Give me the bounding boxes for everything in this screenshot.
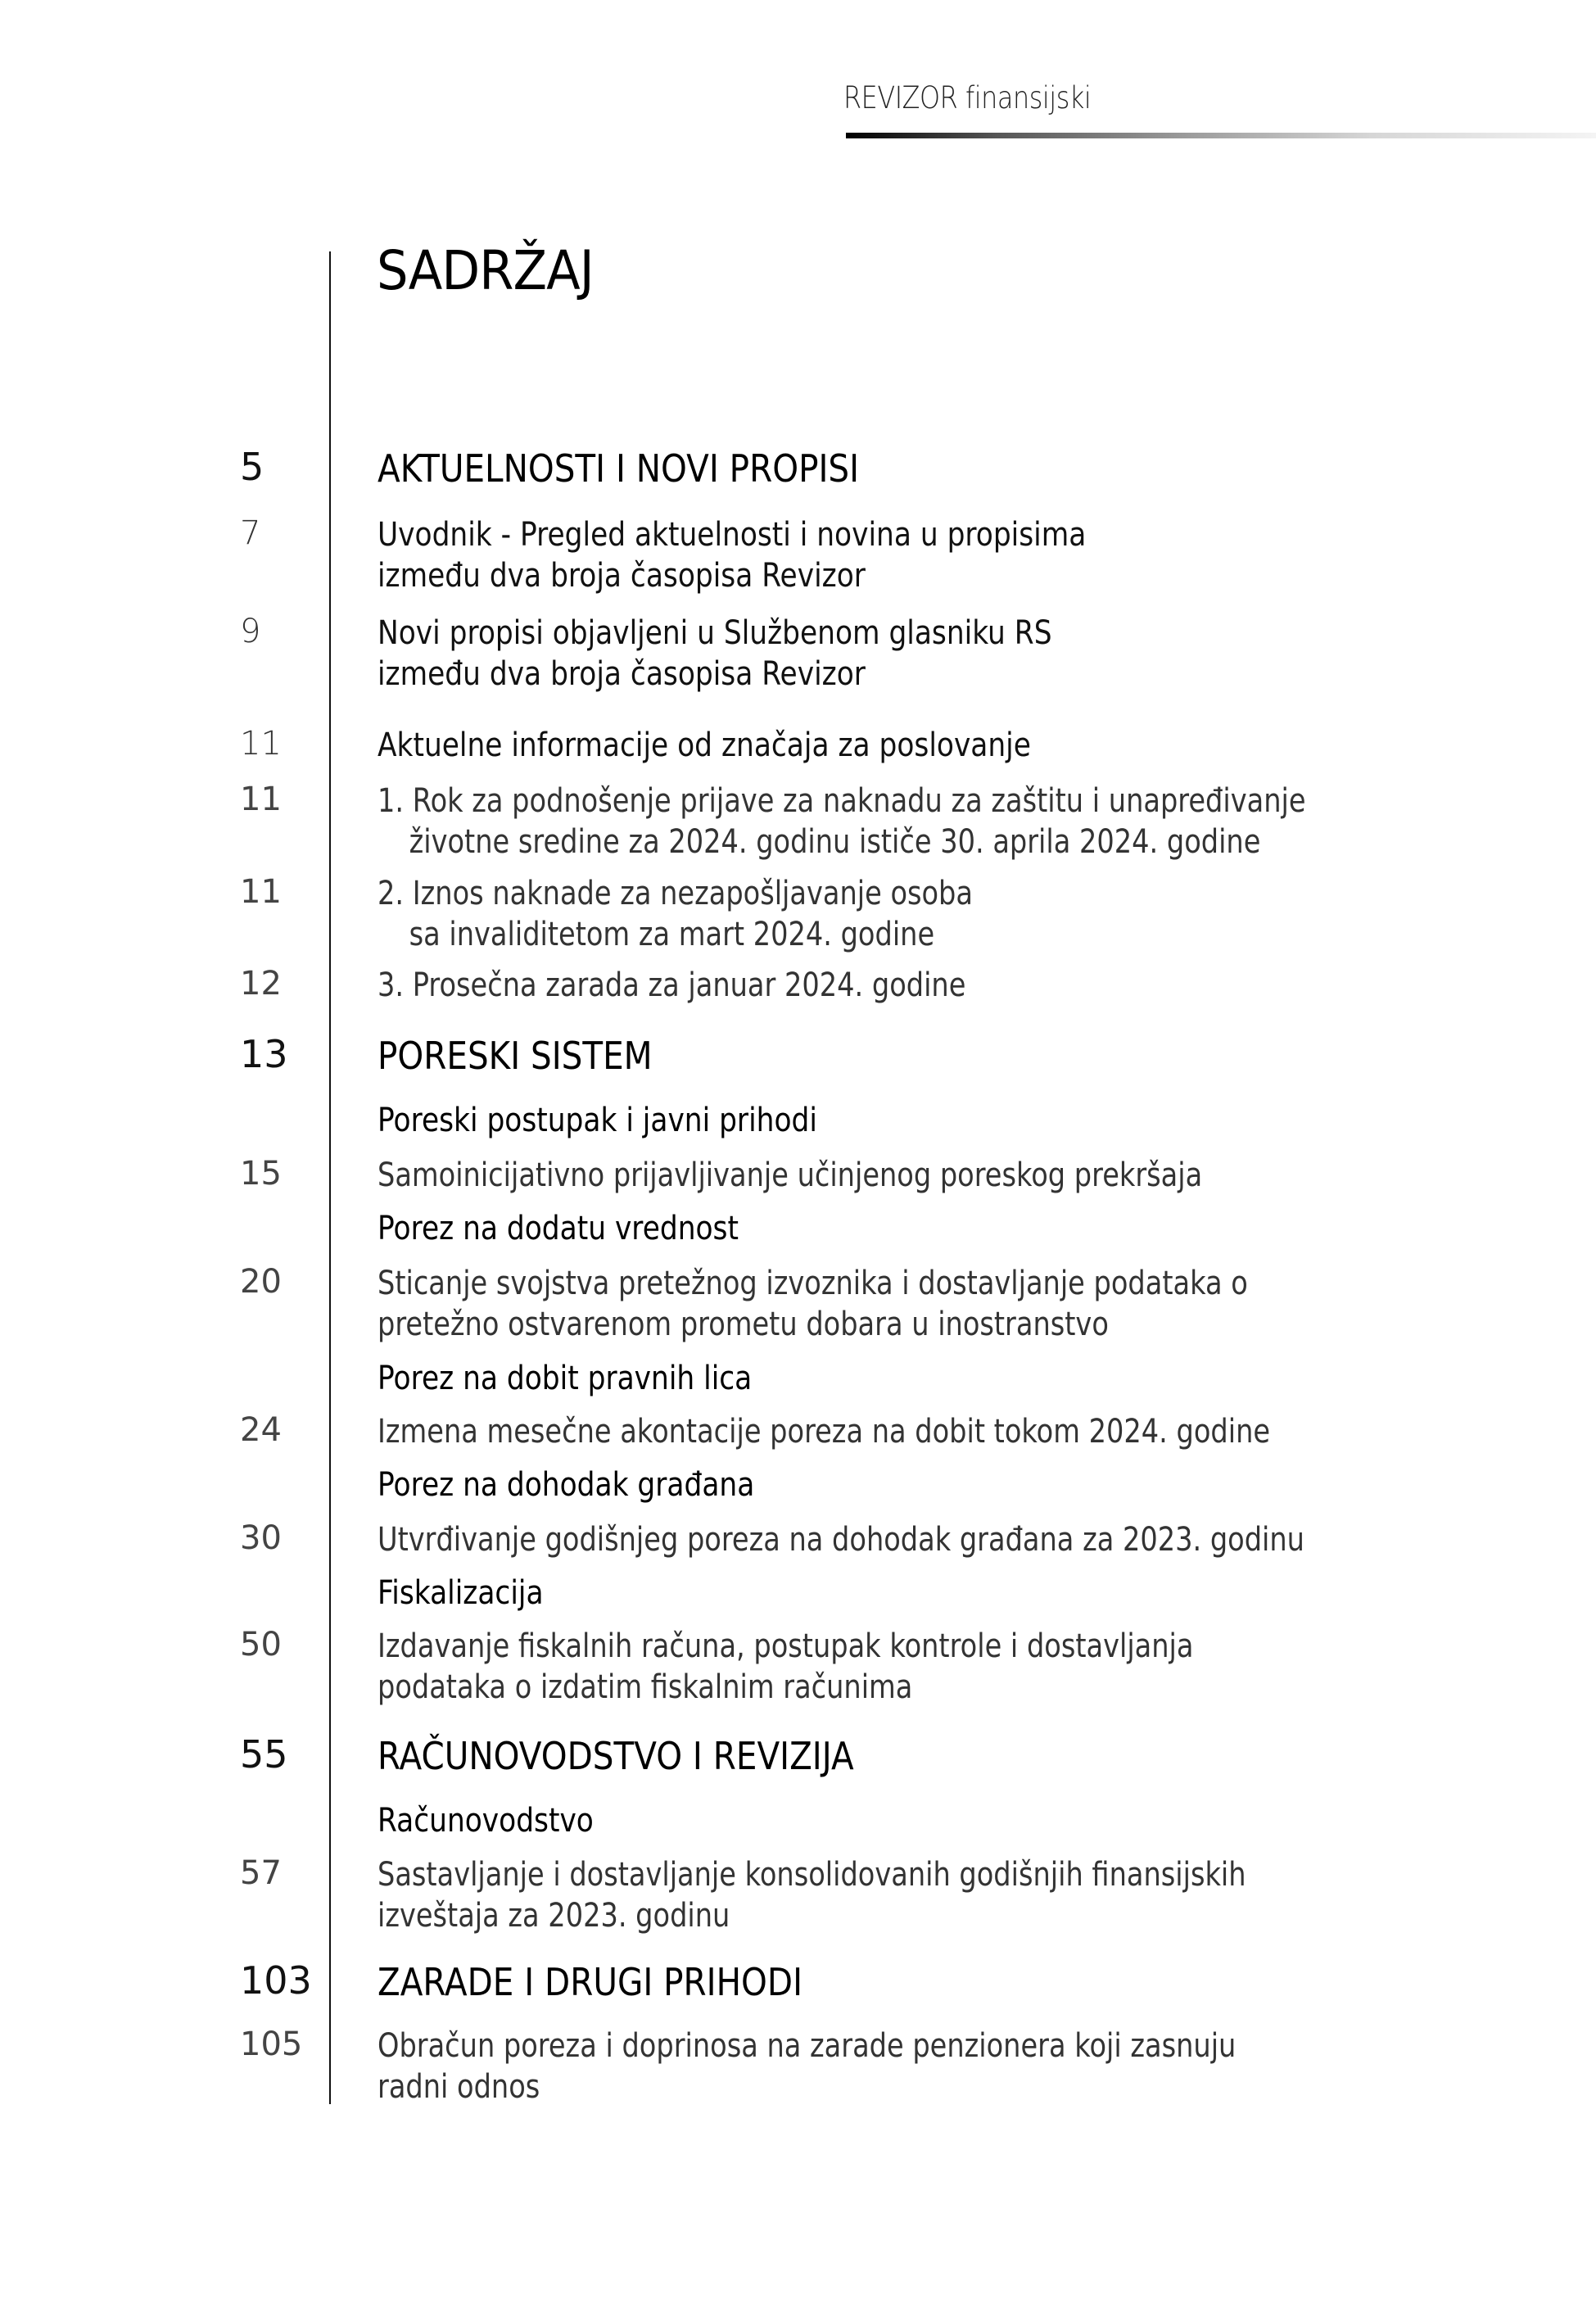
toc-entry-line: Sastavljanje i dostavljanje konsolidovanih godišnjih finansijskih (378, 1856, 1246, 1894)
toc-page-number: 7 (240, 514, 261, 552)
toc-category-title: Računovodstvo (378, 1802, 594, 1840)
toc-entry-line: Aktuelne informacije od značaja za poslovanje (378, 726, 1031, 764)
toc-category-title: Fiskalizacija (378, 1574, 544, 1612)
toc-entry-line: Sticanje svojstva pretežnog izvoznika i dostavljanje podataka o (378, 1265, 1248, 1302)
toc-entry-line: Obračun poreza i doprinosa na zarade penzionera koji zasnuju (378, 2027, 1237, 2065)
toc-page-number: 11 (240, 725, 282, 763)
toc-entry-line: između dva broja časopisa Revizor (378, 655, 866, 693)
toc-page-number: 20 (240, 1263, 282, 1301)
toc-entry-title (378, 1626, 1193, 1708)
toc-page-number: 9 (240, 613, 261, 650)
toc-entry-line: Novi propisi objavljeni u Službenom glasniku RS (378, 614, 1052, 652)
toc-divider-line (329, 251, 331, 2104)
toc-entry-title (378, 1263, 1248, 1345)
toc-entry-line: radni odnos (378, 2068, 540, 2106)
toc-entry-title (378, 1155, 1202, 1196)
toc-entry-title (378, 1854, 1246, 1936)
toc-page-number: 13 (240, 1032, 288, 1076)
toc-section-title: PORESKI SISTEM (378, 1034, 653, 1078)
toc-entry-line: Izmena mesečne akontacije poreza na dobit tokom 2024. godine (378, 1413, 1271, 1451)
toc-entry-title (378, 2026, 1236, 2107)
toc-entry-title (378, 965, 965, 1006)
header-rule (846, 133, 1596, 138)
running-header: REVIZOR finansijski (843, 80, 1092, 115)
toc-entry-line: između dva broja časopisa Revizor (378, 557, 866, 595)
toc-page-number: 105 (240, 2026, 303, 2063)
toc-entry-line: Uvodnik - Pregled aktuelnosti i novina u propisima (378, 516, 1087, 554)
toc-entry-line: 3. Prosečna zarada za januar 2024. godine (378, 966, 966, 1004)
toc-entry-line: sa invaliditetom za mart 2024. godine (409, 916, 935, 953)
toc-entry-line: izveštaja za 2023. godinu (378, 1897, 730, 1935)
toc-category-title: Porez na dohodak građana (378, 1466, 755, 1504)
toc-entry-line: životne sredine za 2024. godinu ističe 30. aprila 2024. godine (409, 823, 1261, 861)
toc-page-number: 15 (240, 1155, 282, 1193)
page-title: SADRŽAJ (377, 239, 594, 302)
toc-section-title: AKTUELNOSTI I NOVI PROPISI (378, 446, 860, 491)
toc-page-number: 55 (240, 1732, 288, 1777)
toc-entry-line: Samoinicijativno prijavljivanje učinjenog poreskog prekršaja (378, 1156, 1203, 1194)
toc-entry-title (378, 781, 1306, 862)
toc-entry-title (378, 725, 1031, 766)
toc-entry-title (378, 873, 973, 955)
toc-entry-title (378, 1519, 1304, 1560)
toc-page-number: 5 (240, 445, 264, 489)
toc-section-title: ZARADE I DRUGI PRIHODI (378, 1960, 803, 2004)
toc-entry-title (378, 514, 1086, 596)
toc-page-number: 11 (240, 873, 282, 911)
toc-page-number: 50 (240, 1626, 282, 1663)
toc-category-title: Porez na dodatu vrednost (378, 1210, 739, 1247)
toc-section-title: RAČUNOVODSTVO I REVIZIJA (378, 1734, 854, 1778)
toc-entry-title (378, 613, 1052, 695)
toc-entry-line: 1. Rok za podnošenje prijave za naknadu za zaštitu i unapređivanje (378, 782, 1306, 820)
toc-page-number: 12 (240, 965, 282, 1003)
toc-entry-line: Utvrđivanje godišnjeg poreza na dohodak građana za 2023. godinu (378, 1521, 1304, 1559)
toc-category-title: Porez na dobit pravnih lica (378, 1360, 753, 1397)
toc-page-number: 57 (240, 1854, 282, 1892)
toc-entry-line: 2. Iznos naknade za nezapošljavanje osoba (378, 875, 973, 912)
toc-entry-line: Izdavanje fiskalnih računa, postupak kontrole i dostavljanja (378, 1627, 1194, 1665)
toc-page-number: 103 (240, 1958, 312, 2003)
toc-page-number: 24 (240, 1411, 282, 1449)
toc-category-title: Poreski postupak i javni prihodi (378, 1102, 817, 1139)
toc-entry-line: pretežno ostvarenom prometu dobara u inostranstvo (378, 1306, 1109, 1343)
toc-entry-line: podataka o izdatim fiskalnim računima (378, 1668, 913, 1706)
toc-entry-title (378, 1411, 1270, 1452)
toc-page-number: 30 (240, 1519, 282, 1557)
toc-page-number: 11 (240, 781, 282, 818)
